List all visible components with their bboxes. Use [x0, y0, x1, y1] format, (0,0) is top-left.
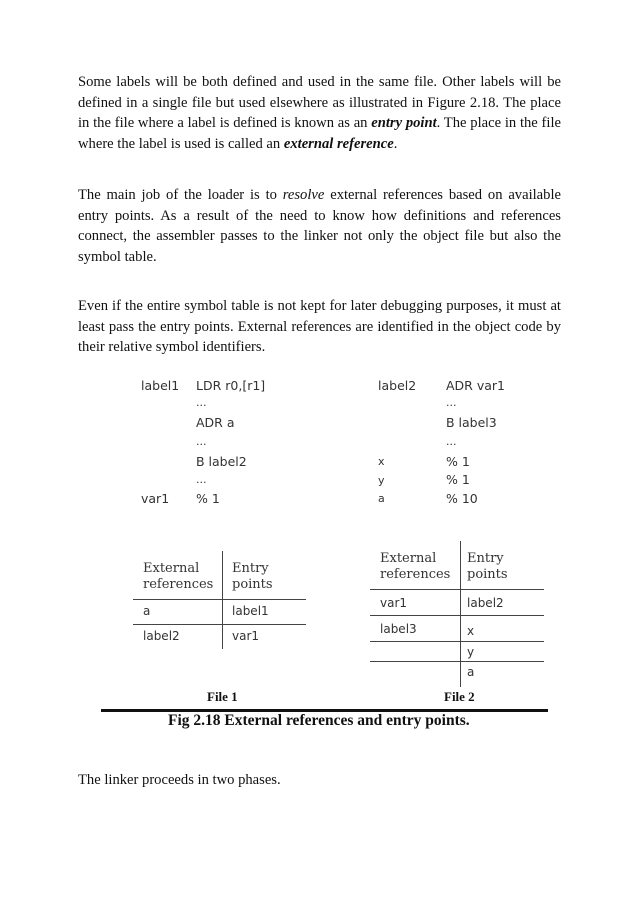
figure-caption: Fig 2.18 External references and entry points.: [168, 712, 470, 729]
file1-var1: var1: [141, 491, 170, 506]
file2-caption: File 2: [444, 689, 475, 704]
t1-header-ext-2: references: [143, 577, 214, 592]
paragraph-entry-points: [78, 72, 561, 154]
t2-header-entry-1: Entry: [467, 551, 504, 566]
file2-branch: B label3: [446, 415, 497, 430]
t2-row1-ext: var1: [380, 596, 408, 610]
t2-row-rule-3: [370, 661, 544, 662]
t2-header-ext-1: External: [380, 551, 437, 566]
t1-row2-ext: label2: [143, 629, 180, 643]
t1-header-rule: [133, 599, 306, 600]
t1-row-rule: [133, 624, 306, 625]
file1-reserve: % 1: [196, 491, 220, 506]
t1-header-entry-2: points: [232, 577, 273, 592]
p1-text-a: Some labels will be both defined and used in the same file. Other labels will be defined in a single file but used elsewhere as illustrated in Figure 2.18. The place in the file where a label is defined is known as an: [78, 74, 561, 131]
term-entry-point: entry point: [371, 115, 437, 131]
t1-row1-entry: label1: [232, 604, 269, 618]
file1-label1: label1: [141, 378, 180, 393]
paragraph-linker-phases: The linker proceeds in two phases.: [78, 772, 281, 788]
file2-label2: label2: [378, 378, 417, 393]
file2-x-reserve: % 1: [446, 454, 470, 469]
file2-a: a: [378, 492, 385, 505]
file1-ldr: LDR r0,[r1]: [196, 378, 266, 393]
file2-adr: ADR var1: [446, 378, 505, 393]
t2-row-rule-1: [370, 615, 544, 616]
t2-header-rule: [370, 589, 544, 590]
term-external-reference: external reference: [283, 135, 394, 152]
file2-y-reserve: % 1: [446, 472, 470, 487]
t1-row1-ext: a: [143, 604, 151, 618]
t1-column-divider: [222, 551, 223, 649]
t2-column-divider: [460, 541, 461, 687]
t2-header-entry-2: points: [467, 567, 508, 582]
t2-row2-entry: x: [467, 624, 475, 638]
p2-text-a: The main job of the loader is to: [78, 187, 283, 203]
file1-branch: B label2: [196, 454, 247, 469]
t1-header-entry-1: Entry: [232, 561, 269, 576]
t2-row1-entry: label2: [467, 596, 504, 610]
p2-text-b: external references based on available entry points. As a result of the need to know how definitions and references connect, the assembler passes to the linker not only the object file but also the symbol table.: [78, 187, 561, 265]
file2-y: y: [378, 474, 385, 487]
file2-a-reserve: % 10: [446, 491, 478, 506]
t2-row-rule-2: [370, 641, 544, 642]
file2-dots-1: ...: [446, 396, 457, 409]
paragraph-loader-job: [78, 185, 561, 267]
paragraph-symbol-table: Even if the entire symbol table is not kept for later debugging purposes, it must at least pass the entry points. External references are identified in the object code by their relative symbol identifiers.: [78, 298, 561, 355]
file1-caption: File 1: [207, 689, 238, 704]
t2-row4-entry: a: [467, 665, 475, 679]
t2-header-ext-2: references: [380, 567, 451, 582]
file1-dots-1: ...: [196, 396, 207, 409]
file1-dots-2: ...: [196, 435, 207, 448]
t2-row2-ext: label3: [380, 622, 417, 636]
p1-text-b: . The place in the file where the label is used is called an: [78, 115, 561, 152]
file2-dots-2: ...: [446, 435, 457, 448]
p1-text-c: .: [393, 135, 398, 152]
term-resolve: resolve: [282, 187, 325, 203]
file1-dots-3: ...: [196, 473, 207, 486]
t1-header-ext-1: External: [143, 561, 200, 576]
file1-adr: ADR a: [196, 415, 235, 430]
t2-row3-entry: y: [467, 645, 475, 659]
file2-x: x: [378, 455, 385, 468]
t1-row2-entry: var1: [232, 629, 260, 643]
